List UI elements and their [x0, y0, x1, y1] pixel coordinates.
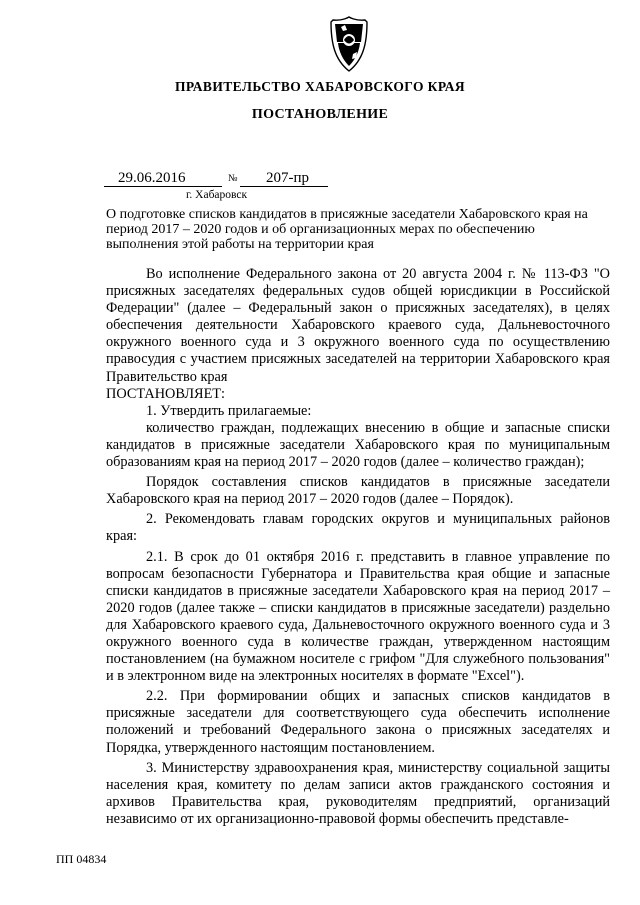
paragraph-2-1: 2.1. В срок до 01 октября 2016 г. представить в главное управление по вопросам безопасности Губернатора и Правительства края общие и запасные списки кандидатов в присяжные заседатели Хабаровского края на период 2017 – 2020 годов (далее также – списки кандидатов в присяжные заседатели) раздельно для Хабаровского краевого суда, Дальневосточного окружного военного суда и 3 окружного военного суда в количестве граждан, утвержденном настоящим постановлением (на бумажном носителе с грифом "Для служебного пользования" и в электронном виде на электронных носителях в формате "Excel").	[106, 548, 610, 685]
number-sign: №	[228, 173, 238, 184]
paragraph-3: 3. Министерству здравоохранения края, министерству социальной защиты населения края, комитету по делам записи актов гражданского состояния и архивов Правительства края, руководителям предприятий, организаций независимо от их организационно-правовой формы обеспечить представле-	[106, 759, 610, 827]
document-code: ПП 04834	[56, 852, 107, 866]
government-name: ПРАВИТЕЛЬСТВО ХАБАРОВСКОГО КРАЯ	[174, 79, 466, 94]
paragraph-2: 2. Рекомендовать главам городских округов и муниципальных районов края:	[106, 511, 610, 545]
document-subject: О подготовке списков кандидатов в присяжные заседатели Хабаровского края на период 2017 – 2020 годов и об организационных мерах по обеспечению выполнения этой работы на территории края	[106, 207, 588, 252]
resolves-heading: ПОСТАНОВЛЯЕТ:	[106, 385, 226, 402]
paragraph-1b: Порядок составления списков кандидатов в присяжные заседатели Хабаровского края на период 2017 – 2020 годов (далее – Порядок).	[106, 474, 610, 508]
document-number: 207-пр	[240, 170, 328, 187]
paragraph-2-2: 2.2. При формировании общих и запасных списков кандидатов в присяжные заседатели для соответствующего суда обеспечить исполнение положений и требований Федерального закона о присяжных заседателях и Порядка, утвержденного настоящим постановлением.	[106, 688, 610, 756]
document-date: 29.06.2016	[104, 170, 222, 187]
paragraph-1: 1. Утвердить прилагаемые:	[146, 402, 312, 419]
document-type-title: ПОСТАНОВЛЕНИЕ	[251, 107, 389, 122]
preamble-paragraph: Во исполнение Федерального закона от 20 августа 2004 г. № 113-ФЗ "О присяжных заседателях федеральных судов общей юрисдикции в Российской Федерации" (далее – Федеральный закон о присяжных заседателях), в целях обеспечения деятельности Хабаровского краевого суда, Дальневосточного окружного военного суда и 3 окружного военного суда по осуществлению правосудия с участием присяжных заседателей на территории Хабаровского края Правительство края	[106, 266, 610, 385]
document-date-number-row	[0, 170, 640, 190]
paragraph-1a: количество граждан, подлежащих внесению в общие и запасные списки кандидатов в присяжные заседатели Хабаровского края по муниципальным образованиям края на период 2017 – 2020 годов (далее – количество граждан);	[106, 419, 610, 471]
city-label: г. Хабаровск	[186, 189, 248, 201]
document-body	[106, 266, 610, 828]
coat-of-arms-icon	[325, 14, 373, 74]
